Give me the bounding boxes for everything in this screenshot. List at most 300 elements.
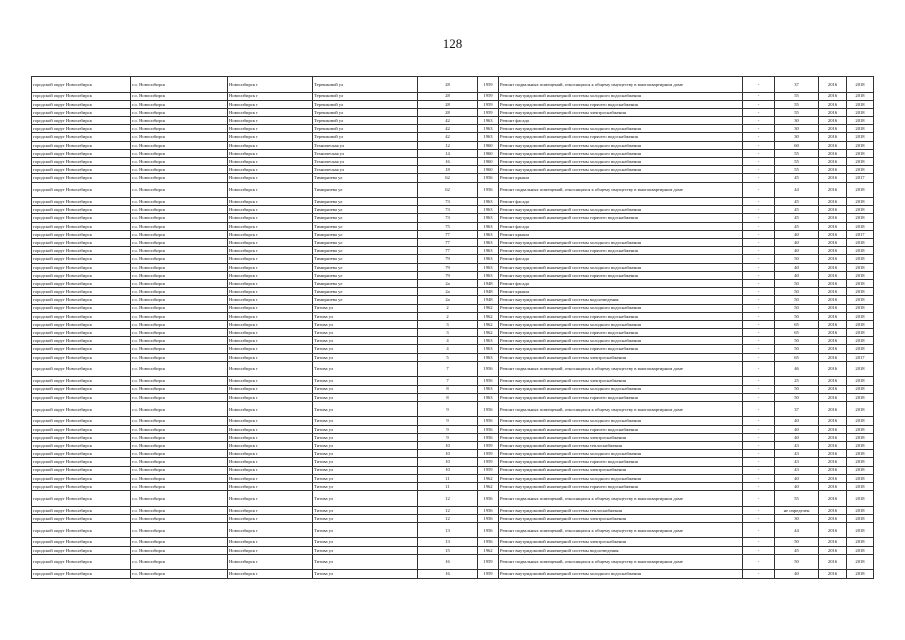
street-cell: Тимирязева ул	[313, 230, 418, 238]
start-year-cell: 2016	[819, 230, 847, 238]
work-type-cell: Ремонт внутридомовой инженерной системы горячего водоснабжения	[499, 247, 743, 255]
start-year-cell: 2016	[819, 158, 847, 166]
house-number-cell: 5	[418, 353, 478, 361]
house-number-cell: 9	[418, 425, 478, 433]
house-number-cell: 42	[418, 125, 478, 133]
table-row	[32, 239, 874, 247]
municipality-cell: городской округ Новосибирск	[32, 377, 131, 385]
value-cell: не определен	[775, 506, 819, 514]
end-year-cell: 2018	[847, 458, 874, 466]
start-year-cell: 2016	[819, 312, 847, 320]
start-year-cell: 2016	[819, 377, 847, 385]
municipal-district-cell: г.о. Новосибирск	[131, 288, 228, 296]
build-year-cell: 1963	[478, 214, 499, 222]
table-row	[32, 174, 874, 182]
municipality-cell: городской округ Новосибирск	[32, 401, 131, 417]
extra-cell: -	[743, 133, 775, 141]
extra-cell: -	[743, 288, 775, 296]
build-year-cell: 1963	[478, 255, 499, 263]
settlement-cell: Новосибирск г	[228, 514, 313, 522]
house-number-cell: 9	[418, 417, 478, 425]
street-cell: Титова ул	[313, 361, 418, 377]
value-cell: 43	[775, 450, 819, 458]
start-year-cell: 2016	[819, 482, 847, 490]
extra-cell: -	[743, 222, 775, 230]
table-row	[32, 506, 874, 514]
build-year-cell: 1963	[478, 247, 499, 255]
extra-cell: -	[743, 401, 775, 417]
end-year-cell: 2018	[847, 514, 874, 522]
end-year-cell: 2018	[847, 92, 874, 100]
work-type-cell: Ремонт внутридомовой инженерной системы холодного водоснабжения	[499, 141, 743, 149]
house-number-cell: 62	[418, 182, 478, 198]
build-year-cell: 1956	[478, 361, 499, 377]
build-year-cell: 1963	[478, 125, 499, 133]
table-row	[32, 312, 874, 320]
municipality-cell: городской округ Новосибирск	[32, 312, 131, 320]
end-year-cell: 2018	[847, 425, 874, 433]
table-row	[32, 538, 874, 546]
street-cell: Титова ул	[313, 329, 418, 337]
municipal-district-cell: г.о. Новосибирск	[131, 222, 228, 230]
house-number-cell: 9	[418, 433, 478, 441]
municipality-cell: городской округ Новосибирск	[32, 329, 131, 337]
settlement-cell: Новосибирск г	[228, 361, 313, 377]
work-type-cell: Ремонт внутридомовой инженерной системы горячего водоснабжения	[499, 312, 743, 320]
municipality-cell: городской округ Новосибирск	[32, 149, 131, 157]
municipal-district-cell: г.о. Новосибирск	[131, 506, 228, 514]
municipal-district-cell: г.о. Новосибирск	[131, 377, 228, 385]
build-year-cell: 1960	[478, 149, 499, 157]
build-year-cell: 1963	[478, 133, 499, 141]
extra-cell: -	[743, 141, 775, 149]
table-row	[32, 361, 874, 377]
settlement-cell: Новосибирск г	[228, 149, 313, 157]
value-cell: 40	[775, 482, 819, 490]
street-cell: Титова ул	[313, 554, 418, 570]
settlement-cell: Новосибирск г	[228, 117, 313, 125]
value-cell: 25	[775, 377, 819, 385]
street-cell: Титова ул	[313, 474, 418, 482]
extra-cell: -	[743, 198, 775, 206]
municipality-cell: городской округ Новосибирск	[32, 141, 131, 149]
extra-cell: -	[743, 538, 775, 546]
municipality-cell: городской округ Новосибирск	[32, 441, 131, 449]
table-row	[32, 417, 874, 425]
house-number-cell: 42	[418, 117, 478, 125]
table-row	[32, 433, 874, 441]
build-year-cell: 1948	[478, 279, 499, 287]
settlement-cell: Новосибирск г	[228, 417, 313, 425]
value-cell: 40	[775, 570, 819, 578]
municipality-cell: городской округ Новосибирск	[32, 361, 131, 377]
municipality-cell: городской округ Новосибирск	[32, 425, 131, 433]
house-number-cell: 7	[418, 377, 478, 385]
work-type-cell: Ремонт внутридомовой инженерной системы водоотведения	[499, 546, 743, 554]
table-row	[32, 482, 874, 490]
start-year-cell: 2016	[819, 214, 847, 222]
build-year-cell: 1963	[478, 263, 499, 271]
build-year-cell: 1963	[478, 206, 499, 214]
extra-cell: -	[743, 546, 775, 554]
table-row	[32, 133, 874, 141]
municipal-district-cell: г.о. Новосибирск	[131, 174, 228, 182]
end-year-cell: 2018	[847, 482, 874, 490]
table-row	[32, 149, 874, 157]
start-year-cell: 2016	[819, 320, 847, 328]
municipality-cell: городской округ Новосибирск	[32, 304, 131, 312]
municipality-cell: городской округ Новосибирск	[32, 182, 131, 198]
value-cell: 37	[775, 77, 819, 93]
table-row	[32, 108, 874, 116]
value-cell: 55	[775, 166, 819, 174]
work-type-cell: Ремонт подвальных помещений, относящихся к общему имуществу в многоквартирном доме	[499, 522, 743, 538]
municipal-district-cell: г.о. Новосибирск	[131, 361, 228, 377]
settlement-cell: Новосибирск г	[228, 450, 313, 458]
municipality-cell: городской округ Новосибирск	[32, 239, 131, 247]
municipality-cell: городской округ Новосибирск	[32, 417, 131, 425]
build-year-cell: 1956	[478, 506, 499, 514]
municipality-cell: городской округ Новосибирск	[32, 458, 131, 466]
street-cell: Титова ул	[313, 345, 418, 353]
work-type-cell: Ремонт внутридомовой инженерной системы холодного водоснабжения	[499, 320, 743, 328]
value-cell: 45	[775, 174, 819, 182]
extra-cell: -	[743, 158, 775, 166]
work-type-cell: Ремонт фасада	[499, 255, 743, 263]
start-year-cell: 2016	[819, 554, 847, 570]
settlement-cell: Новосибирск г	[228, 166, 313, 174]
build-year-cell: 1962	[478, 474, 499, 482]
municipality-cell: городской округ Новосибирск	[32, 345, 131, 353]
build-year-cell: 1948	[478, 288, 499, 296]
street-cell: Титова ул	[313, 353, 418, 361]
house-number-cell: 77	[418, 239, 478, 247]
value-cell: 30	[775, 133, 819, 141]
street-cell: Тимирязева ул	[313, 206, 418, 214]
house-number-cell: 15	[418, 546, 478, 554]
start-year-cell: 2016	[819, 506, 847, 514]
table-row	[32, 393, 874, 401]
settlement-cell: Новосибирск г	[228, 247, 313, 255]
end-year-cell: 2018	[847, 345, 874, 353]
table-row	[32, 166, 874, 174]
municipal-district-cell: г.о. Новосибирск	[131, 393, 228, 401]
work-type-cell: Ремонт внутридомовой инженерной системы горячего водоснабжения	[499, 425, 743, 433]
extra-cell: -	[743, 149, 775, 157]
municipal-district-cell: г.о. Новосибирск	[131, 133, 228, 141]
start-year-cell: 2016	[819, 345, 847, 353]
value-cell: 50	[775, 279, 819, 287]
municipal-district-cell: г.о. Новосибирск	[131, 206, 228, 214]
extra-cell: -	[743, 239, 775, 247]
municipality-cell: городской округ Новосибирск	[32, 92, 131, 100]
work-type-cell: Ремонт внутридомовой инженерной системы электроснабжения	[499, 514, 743, 522]
settlement-cell: Новосибирск г	[228, 401, 313, 417]
extra-cell: -	[743, 458, 775, 466]
settlement-cell: Новосибирск г	[228, 158, 313, 166]
work-type-cell: Ремонт внутридомовой инженерной системы горячего водоснабжения	[499, 133, 743, 141]
street-cell: Тимирязева ул	[313, 279, 418, 287]
table-row	[32, 222, 874, 230]
work-type-cell: Ремонт подвальных помещений, относящихся к общему имуществу в многоквартирном доме	[499, 554, 743, 570]
municipal-district-cell: г.о. Новосибирск	[131, 92, 228, 100]
work-type-cell: Ремонт внутридомовой инженерной системы электроснабжения	[499, 466, 743, 474]
build-year-cell: 1960	[478, 158, 499, 166]
end-year-cell: 2018	[847, 474, 874, 482]
build-year-cell: 1948	[478, 296, 499, 304]
street-cell: Тимирязева ул	[313, 263, 418, 271]
table-row	[32, 198, 874, 206]
value-cell: 45	[775, 206, 819, 214]
settlement-cell: Новосибирск г	[228, 125, 313, 133]
value-cell: 50	[775, 345, 819, 353]
house-number-cell: 2	[418, 304, 478, 312]
build-year-cell: 1962	[478, 304, 499, 312]
municipal-district-cell: г.о. Новосибирск	[131, 100, 228, 108]
street-cell: Титова ул	[313, 433, 418, 441]
municipal-district-cell: г.о. Новосибирск	[131, 417, 228, 425]
end-year-cell: 2017	[847, 230, 874, 238]
municipal-district-cell: г.о. Новосибирск	[131, 554, 228, 570]
table-row	[32, 466, 874, 474]
work-type-cell: Ремонт внутридомовой инженерной системы холодного водоснабжения	[499, 239, 743, 247]
build-year-cell: 1963	[478, 222, 499, 230]
table-row	[32, 255, 874, 263]
municipality-cell: городской округ Новосибирск	[32, 108, 131, 116]
end-year-cell: 2018	[847, 361, 874, 377]
municipal-district-cell: г.о. Новосибирск	[131, 450, 228, 458]
end-year-cell: 2018	[847, 141, 874, 149]
municipality-cell: городской округ Новосибирск	[32, 198, 131, 206]
municipality-cell: городской округ Новосибирск	[32, 474, 131, 482]
house-number-cell: 73	[418, 214, 478, 222]
table-row	[32, 570, 874, 578]
work-type-cell: Ремонт внутридомовой инженерной системы водоотведения	[499, 296, 743, 304]
start-year-cell: 2016	[819, 125, 847, 133]
street-cell: Титова ул	[313, 312, 418, 320]
settlement-cell: Новосибирск г	[228, 288, 313, 296]
house-number-cell: 62	[418, 174, 478, 182]
municipal-district-cell: г.о. Новосибирск	[131, 279, 228, 287]
table-row	[32, 329, 874, 337]
table-row	[32, 385, 874, 393]
municipality-cell: городской округ Новосибирск	[32, 570, 131, 578]
build-year-cell: 1960	[478, 141, 499, 149]
start-year-cell: 2016	[819, 329, 847, 337]
settlement-cell: Новосибирск г	[228, 222, 313, 230]
build-year-cell: 1956	[478, 425, 499, 433]
settlement-cell: Новосибирск г	[228, 198, 313, 206]
street-cell: Титова ул	[313, 458, 418, 466]
table-row	[32, 117, 874, 125]
extra-cell: -	[743, 425, 775, 433]
municipality-cell: городской округ Новосибирск	[32, 337, 131, 345]
value-cell: 40	[775, 417, 819, 425]
street-cell: Техническая ул	[313, 149, 418, 157]
end-year-cell: 2018	[847, 288, 874, 296]
table-row	[32, 158, 874, 166]
municipality-cell: городской округ Новосибирск	[32, 100, 131, 108]
house-number-cell: 16	[418, 158, 478, 166]
municipal-district-cell: г.о. Новосибирск	[131, 385, 228, 393]
end-year-cell: 2018	[847, 296, 874, 304]
start-year-cell: 2016	[819, 538, 847, 546]
street-cell: Тимирязева ул	[313, 296, 418, 304]
extra-cell: -	[743, 263, 775, 271]
end-year-cell: 2018	[847, 77, 874, 93]
build-year-cell: 1963	[478, 337, 499, 345]
street-cell: Титова ул	[313, 538, 418, 546]
extra-cell: -	[743, 206, 775, 214]
table-row	[32, 474, 874, 482]
work-type-cell: Ремонт внутридомовой инженерной системы холодного водоснабжения	[499, 166, 743, 174]
work-type-cell: Ремонт внутридомовой инженерной системы горячего водоснабжения	[499, 482, 743, 490]
municipality-cell: городской округ Новосибирск	[32, 230, 131, 238]
extra-cell: -	[743, 474, 775, 482]
value-cell: 50	[775, 296, 819, 304]
work-type-cell: Ремонт внутридомовой инженерной системы горячего водоснабжения	[499, 393, 743, 401]
settlement-cell: Новосибирск г	[228, 491, 313, 507]
extra-cell: -	[743, 312, 775, 320]
start-year-cell: 2016	[819, 570, 847, 578]
value-cell: 43	[775, 466, 819, 474]
build-year-cell: 1963	[478, 271, 499, 279]
street-cell: Титова ул	[313, 466, 418, 474]
house-number-cell: 12	[418, 514, 478, 522]
house-number-cell: 10	[418, 466, 478, 474]
municipality-cell: городской округ Новосибирск	[32, 514, 131, 522]
build-year-cell: 1956	[478, 433, 499, 441]
house-number-cell: 14	[418, 149, 478, 157]
work-type-cell: Ремонт внутридомовой инженерной системы холодного водоснабжения	[499, 450, 743, 458]
house-number-cell: 12	[418, 491, 478, 507]
settlement-cell: Новосибирск г	[228, 304, 313, 312]
build-year-cell: 1963	[478, 345, 499, 353]
value-cell: 40	[775, 263, 819, 271]
table-row	[32, 425, 874, 433]
municipality-cell: городской округ Новосибирск	[32, 491, 131, 507]
table-row	[32, 304, 874, 312]
street-cell: Титова ул	[313, 417, 418, 425]
street-cell: Титова ул	[313, 506, 418, 514]
value-cell: 55	[775, 108, 819, 116]
street-cell: Титова ул	[313, 385, 418, 393]
start-year-cell: 2016	[819, 263, 847, 271]
value-cell: 60	[775, 141, 819, 149]
end-year-cell: 2018	[847, 337, 874, 345]
start-year-cell: 2016	[819, 77, 847, 93]
house-number-cell: 73	[418, 198, 478, 206]
street-cell: Титова ул	[313, 491, 418, 507]
work-type-cell: Ремонт внутридомовой инженерной системы холодного водоснабжения	[499, 158, 743, 166]
build-year-cell: 1963	[478, 117, 499, 125]
extra-cell: -	[743, 433, 775, 441]
work-type-cell: Ремонт внутридомовой инженерной системы горячего водоснабжения	[499, 271, 743, 279]
extra-cell: -	[743, 230, 775, 238]
municipal-district-cell: г.о. Новосибирск	[131, 514, 228, 522]
municipality-cell: городской округ Новосибирск	[32, 296, 131, 304]
value-cell: 40	[775, 230, 819, 238]
extra-cell: -	[743, 329, 775, 337]
start-year-cell: 2016	[819, 514, 847, 522]
work-type-cell: Ремонт подвальных помещений, относящихся к общему имуществу в многоквартирном доме	[499, 491, 743, 507]
street-cell: Тимирязева ул	[313, 255, 418, 263]
street-cell: Тимирязева ул	[313, 247, 418, 255]
extra-cell: -	[743, 92, 775, 100]
table-row	[32, 554, 874, 570]
municipal-district-cell: г.о. Новосибирск	[131, 546, 228, 554]
start-year-cell: 2016	[819, 522, 847, 538]
municipal-district-cell: г.о. Новосибирск	[131, 125, 228, 133]
street-cell: Техническая ул	[313, 158, 418, 166]
street-cell: Техническая ул	[313, 141, 418, 149]
table-row	[32, 450, 874, 458]
municipal-district-cell: г.о. Новосибирск	[131, 198, 228, 206]
extra-cell: -	[743, 125, 775, 133]
build-year-cell: 1959	[478, 570, 499, 578]
start-year-cell: 2016	[819, 166, 847, 174]
build-year-cell: 1959	[478, 100, 499, 108]
start-year-cell: 2016	[819, 141, 847, 149]
settlement-cell: Новосибирск г	[228, 482, 313, 490]
extra-cell: -	[743, 570, 775, 578]
work-type-cell: Ремонт внутридомовой инженерной системы холодного водоснабжения	[499, 206, 743, 214]
value-cell: 50	[775, 304, 819, 312]
work-type-cell: Ремонт подвальных помещений, относящихся к общему имуществу в многоквартирном доме	[499, 182, 743, 198]
build-year-cell: 1956	[478, 377, 499, 385]
municipality-cell: городской округ Новосибирск	[32, 174, 131, 182]
build-year-cell: 1956	[478, 491, 499, 507]
street-cell: Терешковой ул	[313, 100, 418, 108]
street-cell: Терешковой ул	[313, 77, 418, 93]
start-year-cell: 2016	[819, 450, 847, 458]
build-year-cell: 1959	[478, 554, 499, 570]
start-year-cell: 2016	[819, 361, 847, 377]
house-number-cell: 8	[418, 385, 478, 393]
end-year-cell: 2018	[847, 401, 874, 417]
municipal-district-cell: г.о. Новосибирск	[131, 337, 228, 345]
value-cell: 45	[775, 214, 819, 222]
end-year-cell: 2018	[847, 263, 874, 271]
start-year-cell: 2016	[819, 466, 847, 474]
house-number-cell: 28	[418, 77, 478, 93]
municipality-cell: городской округ Новосибирск	[32, 271, 131, 279]
municipal-district-cell: г.о. Новосибирск	[131, 482, 228, 490]
settlement-cell: Новосибирск г	[228, 345, 313, 353]
municipal-district-cell: г.о. Новосибирск	[131, 425, 228, 433]
municipal-district-cell: г.о. Новосибирск	[131, 538, 228, 546]
settlement-cell: Новосибирск г	[228, 239, 313, 247]
street-cell: Титова ул	[313, 425, 418, 433]
table-row	[32, 263, 874, 271]
end-year-cell: 2018	[847, 506, 874, 514]
extra-cell: -	[743, 304, 775, 312]
house-number-cell: 2	[418, 312, 478, 320]
build-year-cell: 1956	[478, 522, 499, 538]
end-year-cell: 2018	[847, 450, 874, 458]
municipal-district-cell: г.о. Новосибирск	[131, 458, 228, 466]
build-year-cell: 1959	[478, 108, 499, 116]
street-cell: Титова ул	[313, 482, 418, 490]
municipality-cell: городской округ Новосибирск	[32, 506, 131, 514]
work-type-cell: Ремонт внутридомовой инженерной системы холодного водоснабжения	[499, 92, 743, 100]
extra-cell: -	[743, 554, 775, 570]
end-year-cell: 2018	[847, 133, 874, 141]
start-year-cell: 2016	[819, 206, 847, 214]
page-number: 128	[442, 36, 463, 51]
start-year-cell: 2016	[819, 149, 847, 157]
value-cell: 40	[775, 474, 819, 482]
